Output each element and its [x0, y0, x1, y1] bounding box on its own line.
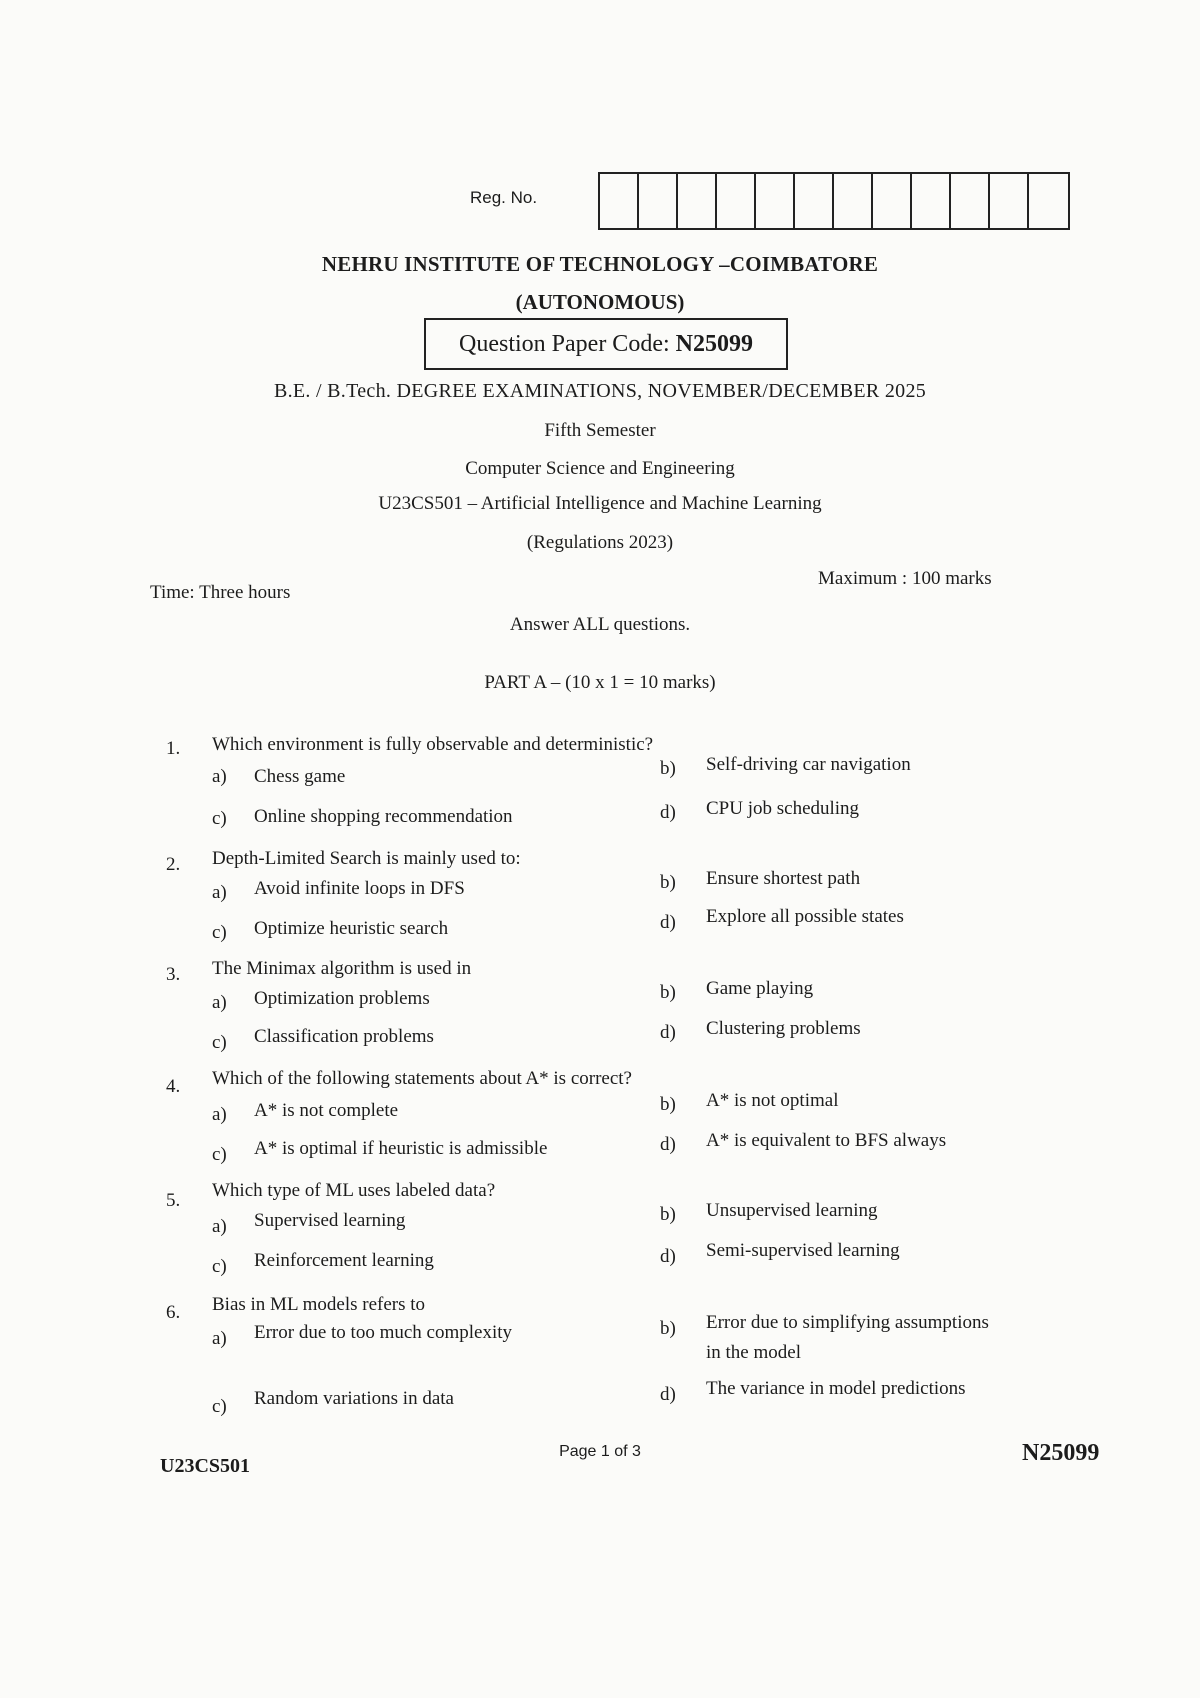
- question-number: 4.: [166, 1076, 181, 1097]
- question-number: 1.: [166, 738, 181, 759]
- reg-no-label: Reg. No.: [470, 188, 538, 207]
- option-letter: c): [212, 1256, 227, 1277]
- option-text: Clustering problems: [706, 1018, 861, 1039]
- option-letter: c): [212, 1032, 227, 1053]
- exam-title: B.E. / B.Tech. DEGREE EXAMINATIONS, NOVEMBER/DECEMBER 2025: [273, 380, 927, 402]
- question-text: Which type of ML uses labeled data?: [212, 1180, 496, 1201]
- question-text: Which of the following statements about A* is correct?: [212, 1068, 632, 1089]
- option-text: Classification problems: [254, 1026, 434, 1047]
- option-text: Avoid infinite loops in DFS: [254, 878, 465, 899]
- reg-no-cell[interactable]: [1029, 174, 1068, 228]
- option-letter: a): [212, 766, 227, 787]
- option-text-continued: in the model: [706, 1342, 801, 1363]
- option-text: Chess game: [254, 766, 346, 787]
- question-text: Depth-Limited Search is mainly used to:: [212, 848, 521, 869]
- option-text: A* is optimal if heuristic is admissible: [254, 1138, 548, 1159]
- option-letter: a): [212, 1104, 227, 1125]
- part-a-heading: PART A – (10 x 1 = 10 marks): [484, 672, 716, 693]
- reg-no-cell[interactable]: [600, 174, 639, 228]
- autonomous-label: (AUTONOMOUS): [515, 290, 685, 314]
- option-text: A* is not optimal: [706, 1090, 839, 1111]
- option-text: CPU job scheduling: [706, 798, 860, 819]
- reg-no-cell[interactable]: [639, 174, 678, 228]
- question-text: The Minimax algorithm is used in: [212, 958, 472, 979]
- option-text: Explore all possible states: [706, 906, 904, 927]
- option-text: The variance in model predictions: [706, 1378, 966, 1399]
- option-letter: b): [660, 982, 676, 1003]
- option-letter: b): [660, 1318, 676, 1339]
- option-text: Online shopping recommendation: [254, 806, 513, 827]
- department: Computer Science and Engineering: [465, 458, 735, 479]
- option-letter: d): [660, 1246, 676, 1267]
- option-text: Random variations in data: [254, 1388, 454, 1409]
- reg-no-cell[interactable]: [717, 174, 756, 228]
- option-letter: b): [660, 1204, 676, 1225]
- option-letter: d): [660, 912, 676, 933]
- option-letter: c): [212, 922, 227, 943]
- instruction: Answer ALL questions.: [509, 614, 691, 635]
- option-text: Reinforcement learning: [254, 1250, 434, 1271]
- option-text: A* is equivalent to BFS always: [706, 1130, 947, 1151]
- option-text: A* is not complete: [254, 1100, 399, 1121]
- qp-code-label: Question Paper Code:: [459, 331, 676, 357]
- reg-no-cell[interactable]: [834, 174, 873, 228]
- option-letter: d): [660, 1134, 676, 1155]
- reg-no-cell[interactable]: [990, 174, 1029, 228]
- semester: Fifth Semester: [544, 420, 656, 441]
- reg-no-cell[interactable]: [912, 174, 951, 228]
- question-number: 2.: [166, 854, 181, 875]
- reg-no-cell[interactable]: [756, 174, 795, 228]
- reg-no-cell[interactable]: [951, 174, 990, 228]
- option-letter: d): [660, 1022, 676, 1043]
- option-letter: d): [660, 802, 676, 823]
- option-letter: b): [660, 872, 676, 893]
- option-text: Error due to simplifying assumptions: [706, 1312, 989, 1333]
- maximum-marks: Maximum : 100 marks: [818, 568, 992, 589]
- option-letter: a): [212, 1216, 227, 1237]
- option-letter: b): [660, 758, 676, 779]
- institution-name: NEHRU INSTITUTE OF TECHNOLOGY –COIMBATORE: [321, 252, 879, 276]
- option-text: Optimization problems: [254, 988, 430, 1009]
- regulations: (Regulations 2023): [526, 532, 674, 553]
- question-number: 5.: [166, 1190, 181, 1211]
- option-letter: c): [212, 808, 227, 829]
- option-letter: b): [660, 1094, 676, 1115]
- footer-qp-code: N25099: [1022, 1440, 1100, 1466]
- question-text: Bias in ML models refers to: [212, 1294, 426, 1315]
- question-paper-code-box: [424, 318, 788, 370]
- option-text: Ensure shortest path: [706, 868, 861, 889]
- footer-page-number: Page 1 of 3: [559, 1443, 641, 1460]
- time-allowed: Time: Three hours: [150, 582, 291, 603]
- question-number: 3.: [166, 964, 181, 985]
- question-text: Which environment is fully observable and deterministic?: [212, 734, 654, 755]
- option-letter: d): [660, 1384, 676, 1405]
- question-number: 6.: [166, 1302, 181, 1323]
- reg-no-boxes[interactable]: [598, 172, 1070, 230]
- option-letter: c): [212, 1144, 227, 1165]
- option-text: Self-driving car navigation: [706, 754, 911, 775]
- reg-no-cell[interactable]: [873, 174, 912, 228]
- option-text: Error due to too much complexity: [254, 1322, 513, 1343]
- option-letter: a): [212, 882, 227, 903]
- option-letter: a): [212, 1328, 227, 1349]
- reg-no-cell[interactable]: [795, 174, 834, 228]
- option-text: Supervised learning: [254, 1210, 406, 1231]
- option-text: Optimize heuristic search: [254, 918, 449, 939]
- course-title: U23CS501 – Artificial Intelligence and Machine Learning: [378, 493, 822, 514]
- option-letter: c): [212, 1396, 227, 1417]
- reg-no-cell[interactable]: [678, 174, 717, 228]
- footer-course-code: U23CS501: [160, 1455, 251, 1477]
- qp-code-value: N25099: [675, 331, 753, 357]
- option-text: Semi-supervised learning: [706, 1240, 900, 1261]
- option-letter: a): [212, 992, 227, 1013]
- option-text: Unsupervised learning: [706, 1200, 878, 1221]
- option-text: Game playing: [706, 978, 814, 999]
